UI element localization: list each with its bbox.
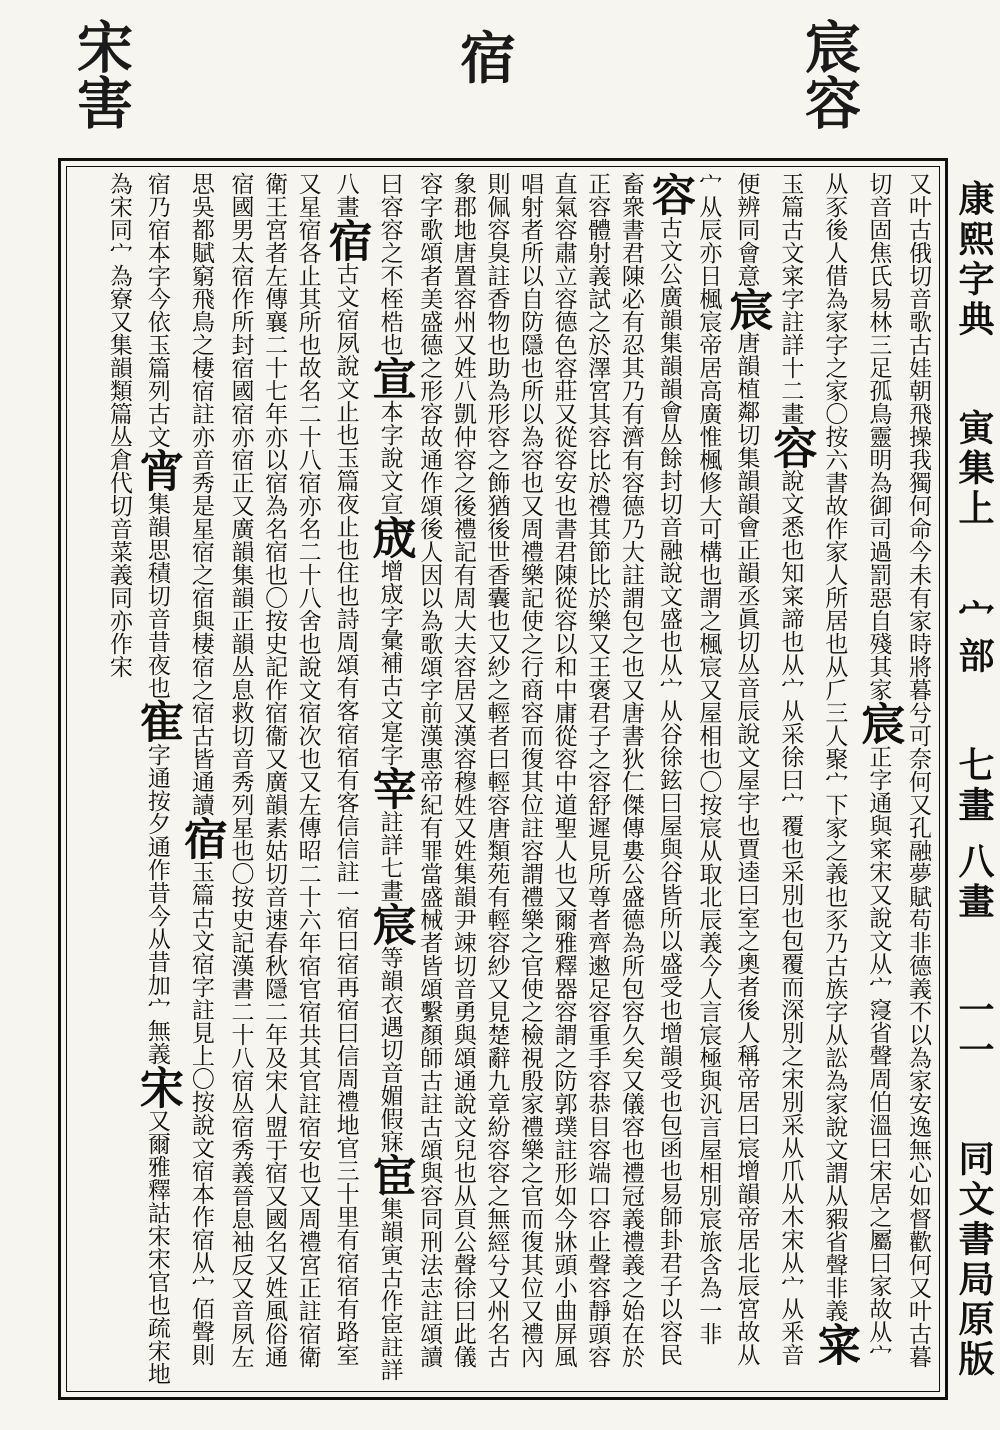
entry-definition: 古文宿夙說文止也玉篇夜止也住也詩周頌有客宿宿有客信信註一宿曰宿再宿曰信周禮地官三十里有宿宿有路室又星宿各止其所也故名二十八宿亦名二十八舍也說文宿次也又左傳昭二十六年宿官宿共其官註宿安也又周禮宮正註宿衛衛王宮者左傳襄二十七年亦以宿為名宿也〇按史記作宿衞又廣韻素姑切音速春秋隱二年及宋人盟于宿又國名又姓風俗通宿國男太宿作所封宿國宿亦宿正又廣韻集韻正韻丛息救切音秀列星也〇按史記漢書二十八宿丛宿秀義晉息袖反又音夙左思吳都賦窮飛鳥之棲宿註亦音秀是星宿之宿與棲宿之宿古皆通讀 [187, 172, 359, 1368]
seal-glyph-right: 宸容 [796, 18, 862, 130]
margin-title-column [948, 160, 1000, 1400]
entry-definition: 字通按夕通作昔今从昔加宀無義 [143, 743, 170, 1065]
entry-definition: 又叶古暮切音固焦氏易林三足孤鳥靈明為御司過罰惡自殘其家 [865, 172, 931, 1368]
entry-definition: 本字說文宣 [376, 400, 403, 515]
dictionary-entry [364, 515, 416, 766]
entry-headword: 宰 [364, 766, 416, 810]
entry-headword: 寉 [131, 699, 183, 743]
seal-glyph-left: 宋害 [68, 18, 134, 130]
volume-label: 寅集上 [953, 408, 995, 529]
entry-definition: 唐韻植鄰切集韻韻會正韻丞眞切丛音辰說文屋宇也賈逵曰室之奧者後人稱帝居曰宸增韻帝居北辰宮故从宀从辰亦日楓宸帝居高廣惟楓修大可構也謂之楓宸又屋相也〇按宸从取北辰義今人言宸極與汎言屋相別宸旅含為一非 [695, 172, 760, 1366]
entry-definition: 又叶古俄切音歌古娃朝飛操我獨何命今未有家時將暮兮可奈何又孔融夢賦苟非德義不以為家安逸無心如督歡何 [905, 172, 931, 1276]
entry-definition: 說文悉也知寀諦也从宀从采徐曰宀覆也采別也包覆而深別之宋別采从爪从木宋从宀从釆音便辨同會意 [733, 172, 804, 1366]
entry-headword: 宵 [131, 448, 183, 492]
publisher-label: 同文書局原版 [953, 1139, 995, 1380]
entry-definition: 集韻思積切音昔夜也 [143, 492, 170, 699]
book-title: 康熙字典 [953, 180, 995, 340]
entry-headword: 寀 [809, 1322, 861, 1366]
dictionary-entry [131, 699, 183, 1065]
entry-headword: 宿 [175, 816, 227, 860]
entry-definition: 等韻衣遇切音媚假寐 [376, 946, 403, 1153]
seal-script-header [0, 0, 1000, 160]
entry-headword: 宣 [364, 356, 416, 400]
entry-headword: 容 [643, 172, 695, 216]
entry-headword: 宋 [131, 1065, 183, 1109]
dictionary-entry [376, 172, 695, 1368]
dictionary-entry [364, 902, 416, 1153]
seal-glyph-center: 宿 [460, 26, 516, 92]
entry-headword: 宦 [364, 1153, 416, 1197]
page-number: 一一 [953, 991, 995, 1072]
entry-definition: 集韻寅古作宦註詳八畫 [332, 172, 403, 1381]
entry-definition: 增宬字彙補古文寔字 [376, 559, 403, 766]
dictionary-entry [364, 766, 416, 902]
entry-headword: 宸 [364, 902, 416, 946]
entry-definition: 玉篇古文宿字註見上〇按說文宿本作宿从宀佰聲則宿乃宿本字今依玉篇列古文 [143, 172, 214, 1366]
entry-definition: 註詳七畫 [376, 810, 403, 902]
entry-headword: 宿 [320, 218, 372, 262]
dictionary-entry [364, 356, 416, 515]
entry-definition: 又爾雅釋詁宋宋官也疏宋地為宋同宀為寮又集韻類篇丛倉代切音菜義同亦作宋 [105, 172, 170, 1385]
entry-definition: 玉篇古文寀字註詳十二畫 [777, 172, 804, 425]
entry-definition: 古文公廣韻集韻韻會丛餘封切音融說文盛也从宀从谷徐鉉曰屋與谷皆所以盛受也增韻受也包函也易師卦君子以容民畜衆書君陳必有忍其乃有濟有容德乃大註謂包之也又唐書狄仁傑傳婁公盛德為所包容久矣又儀容也禮冠義禮義之始在於正容體射義試之於澤宮其容比於禮其節比於樂又王褒君子之容舒遲見所尊者齊遫足容重手容恭目容端口容止聲容靜頭容直氣容肅立容德色容莊又從容安也書君陳從容以和中庸從容中道聖人也又爾雅釋器容謂之防郭璞註形如今牀頭小曲屏風唱射者所以自防隱也所以為容也又周禮樂記使之行商容而復其位註容謂禮樂之官使之檢視殷家禮樂之官而復其位又禮內則佩容臭註香物也助為形容之飾猶後世香囊也又紗之輕者曰輕容唐類苑有輕容紗又見楚辭九章紛容容之無經兮又州名古象郡地唐置容州又姓八凱仲容之後禮記有周大夫容居又漢容穆姓又姓集韻尹竦切音勇與頌通說文兒也从頁公聲徐曰此儀容字歌頌者美盛德之形容故通作頌後人因以為歌頌字前漢惠帝紀有罪當盛械者皆頌繫顏師古註古頌與容同刑法志註頌讀曰容容之不桎梏也 [376, 172, 682, 1368]
stroke-label: 七畫 八畫 [953, 746, 995, 923]
entry-headword: 容 [765, 425, 817, 469]
entry-headword: 宸 [721, 287, 773, 331]
dictionary-entry [905, 172, 931, 1276]
entry-headword: 宬 [364, 515, 416, 559]
dictionary-body [72, 172, 934, 1386]
entry-definition: 正字通與寀宋又說文从宀䆮省聲周伯溫曰宋居之屬曰家故从宀从豕後人借為家字之家〇按六書故作家人所居也从𠂆三人聚宀下家之義也豕乃古族字从訟為家說文謂从豭省聲非義 [821, 172, 892, 1366]
radical-label: 宀部 [953, 597, 995, 678]
entry-headword: 宸 [853, 701, 905, 745]
dictionary-entry [131, 448, 183, 699]
